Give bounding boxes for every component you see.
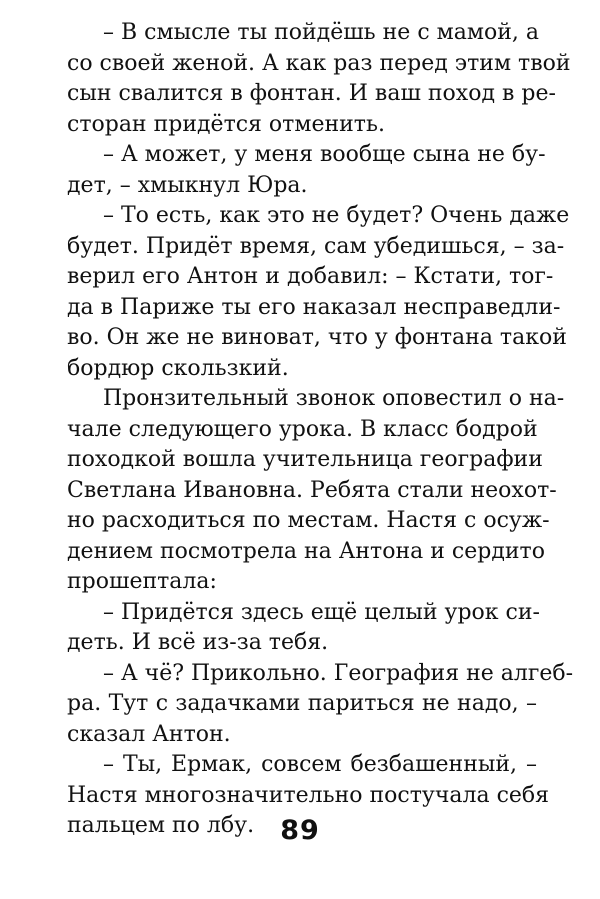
text-line: чале следующего урока. В класс бодрой [67, 416, 538, 442]
text-line: – В смысле ты пойдёшь не с мамой, а [103, 20, 539, 45]
text-line: прошептала: [67, 569, 217, 594]
text-line: сын свалится в фонтан. И ваш поход в ре- [67, 81, 556, 106]
text-line: – Придётся здесь ещё целый урок си- [103, 599, 540, 625]
text-line: – А может, у меня вообще сына не бу- [103, 142, 546, 167]
text-line: Светлана Ивановна. Ребята стали неохот- [67, 477, 557, 503]
page-number: 89 [280, 815, 320, 846]
text-line: со своей женой. А как раз перед этим твой [67, 50, 571, 76]
text-line: Настя многозначительно постучала себя [67, 782, 550, 808]
text-line: бордюр скользкий. [67, 355, 289, 381]
text-line: верил его Антон и добавил: – Кстати, тог- [67, 264, 554, 289]
text-line: – А чё? Прикольно. География не алгеб- [103, 660, 574, 686]
text-line: деть. И всё из-за тебя. [67, 630, 329, 655]
text-line: ра. Тут с задачками париться не надо, – [67, 691, 537, 716]
text-line: будет. Придёт время, сам убедишься, – за- [67, 233, 565, 259]
text-line: походкой вошла учительница географии [67, 447, 543, 472]
text-line: но расходиться по местам. Настя с осуж- [67, 508, 550, 533]
text-line: сторан придётся отменить. [67, 111, 385, 137]
text-line: – Ты, Ермак, совсем безбашенный, – [103, 752, 537, 777]
text-line: пальцем по лбу. [67, 813, 255, 838]
page-text [67, 18, 574, 842]
text-line: да в Париже ты его наказал несправедли- [67, 294, 561, 320]
text-line: – То есть, как это не будет? Очень даже [103, 203, 570, 228]
text-line: дением посмотрела на Антона и сердито [67, 538, 545, 564]
text-line: во. Он же не виноват, что у фонтана такой [67, 325, 567, 350]
text-line: сказал Антон. [67, 721, 231, 747]
text-line: Пронзительный звонок оповестил о на- [103, 386, 565, 411]
text-line: дет, – хмыкнул Юра. [67, 172, 308, 198]
